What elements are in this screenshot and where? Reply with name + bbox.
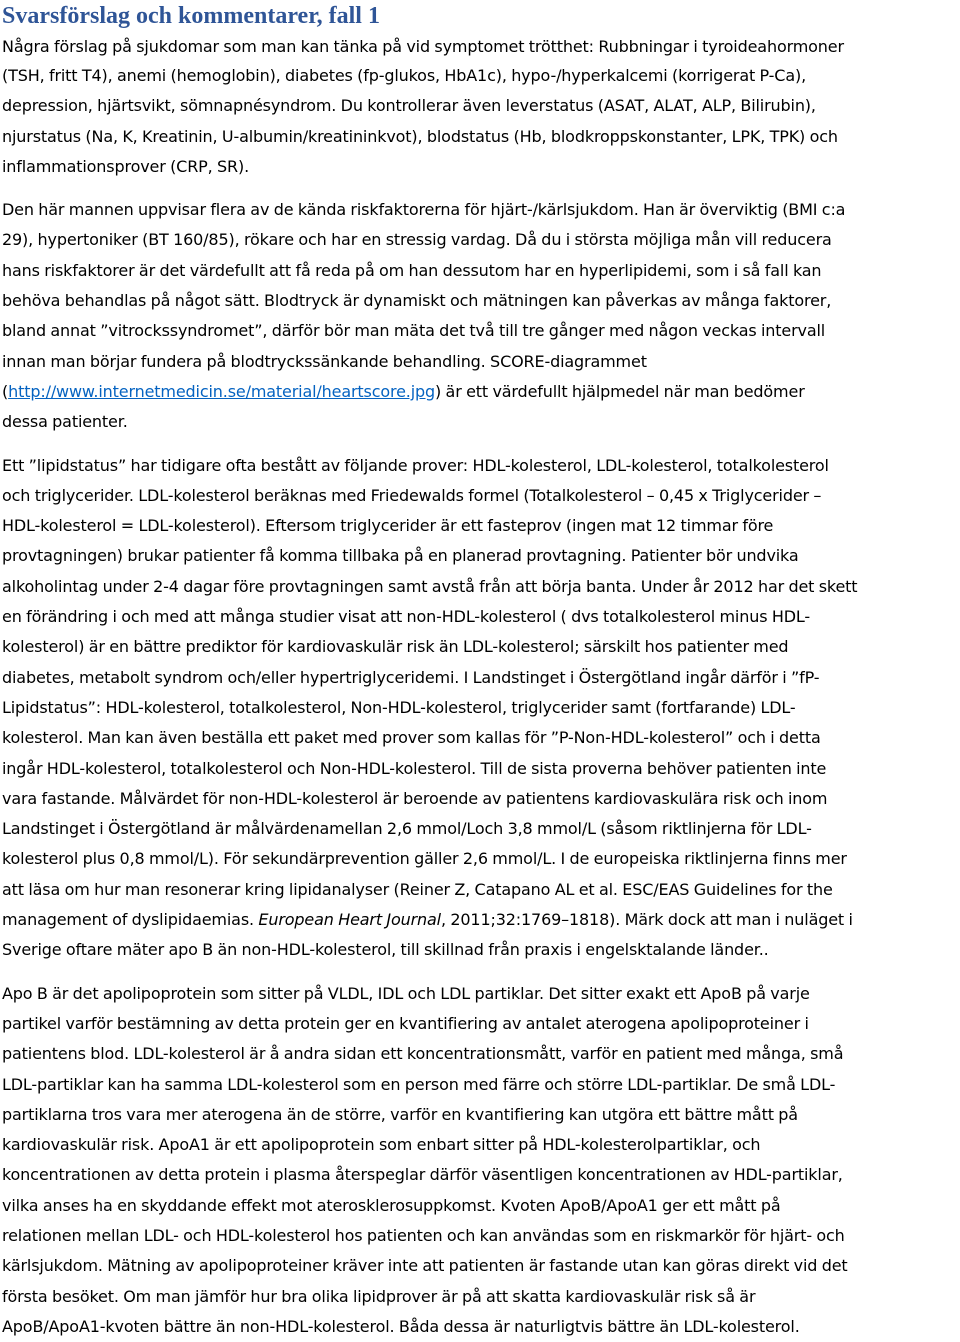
paragraph-line: hans riskfaktorer är det värdefullt att få reda på om han dessutom har en hyperlipidemi, som i så fall kan bbox=[2, 260, 822, 280]
paragraph-line: Landstinget i Östergötland är målvärdenamellan 2,6 mmol/Loch 3,8 mmol/L (såsom riktlinjerna för LDL- bbox=[2, 819, 812, 839]
paragraph-line: 29), hypertoniker (BT 160/85), rökare och har en stressig vardag. Då du i största möjliga mån vill reducera bbox=[2, 230, 832, 250]
document-page bbox=[2, 0, 957, 1342]
paragraph-apolipoproteins bbox=[2, 979, 957, 1342]
reference-trailing-text: , 2011;32:1769–1818). Märk dock att man i nuläget i bbox=[440, 910, 853, 930]
paragraph-line: relationen mellan LDL- och HDL-kolesterol hos patienten och kan användas som en riskmarkör för hjärt- och bbox=[2, 1225, 845, 1245]
paragraph-lipid-status bbox=[2, 451, 957, 966]
paragraph-line: LDL-partiklar kan ha samma LDL-kolesterol som en person med färre och större LDL-partiklar. De små LDL- bbox=[2, 1074, 836, 1094]
paragraph-line: depression, hjärtsvikt, sömnapnésyndrom. Du kontrollerar även leverstatus (ASAT, ALAT, ALP, Bilirubin), bbox=[2, 96, 816, 116]
heartscore-link[interactable]: http://www.internetmedicin.se/material/heartscore.jpg bbox=[8, 381, 436, 401]
paragraph-line: och triglycerider. LDL-kolesterol beräknas med Friedewalds formel (Totalkolesterol – 0,45 x Triglycerider – bbox=[2, 485, 822, 505]
paragraph-line: (TSH, fritt T4), anemi (hemoglobin), diabetes (fp-glukos, HbA1c), hypo-/hyperkalcemi (korrigerat P-Ca), bbox=[2, 66, 807, 85]
page-title: Svarsförslag och kommentarer, fall 1 bbox=[2, 3, 380, 29]
paragraph-line: koncentrationen av detta protein i plasma återspeglar därför väsentligen koncentrationen av HDL-partiklar, bbox=[2, 1165, 843, 1185]
paragraph-line: provtagningen) brukar patienter få komma tillbaka på en planerad provtagning. Patienter bör undvika bbox=[2, 546, 799, 566]
paragraph-line: kolesterol) är en bättre prediktor för kardiovaskulär risk än LDL-kolesterol; särskilt hos patienter med bbox=[2, 637, 789, 657]
paragraph-line: Den här mannen uppvisar flera av de kända riskfaktorerna för hjärt-/kärlsjukdom. Han är överviktig (BMI c:a bbox=[2, 200, 846, 220]
paragraph-line: en förändring i och med att många studier visat att non-HDL-kolesterol ( dvs totalkolesterol minus HDL- bbox=[2, 607, 810, 627]
paragraph-line: vilka anses ha en skyddande effekt mot aterosklerosuppkomst. Kvoten ApoB/ApoA1 ger ett mått på bbox=[2, 1195, 781, 1215]
paragraph-line: Några förslag på sjukdomar som man kan tänka på vid symptomet trötthet: Rubbningar i tyroideahormoner bbox=[2, 37, 844, 56]
paragraph-line: inflammationsprover (CRP, SR). bbox=[2, 156, 250, 176]
paragraph-line: diabetes, metabolt syndrom och/eller hypertriglyceridemi. I Landstinget i Östergötland ingår därför i ”fP- bbox=[2, 667, 820, 687]
paragraph-line: bland annat ”vitrockssyndromet”, därför bör man mäta det två till tre gånger med någon veckas intervall bbox=[2, 321, 826, 341]
link-open-paren: ( bbox=[2, 381, 9, 401]
paragraph-line: dessa patienter. bbox=[2, 412, 128, 432]
paragraph-line: Ett ”lipidstatus” har tidigare ofta bestått av följande prover: HDL-kolesterol, LDL-kolesterol, totalkolesterol bbox=[2, 455, 829, 475]
paragraph-line: Sverige oftare mäter apo B än non-HDL-kolesterol, till skillnad från praxis i engelsktalande länder.. bbox=[2, 940, 769, 960]
paragraph-line: partiklarna tros vara mer aterogena än de större, varför en kvantifiering kan utgöra ett bättre mått på bbox=[2, 1104, 798, 1124]
paragraph-line: kardiovaskulär risk. ApoA1 är ett apolipoprotein som enbart sitter på HDL-kolesterolpartiklar, och bbox=[2, 1135, 761, 1155]
paragraph-line: Lipidstatus”: HDL-kolesterol, totalkolesterol, Non-HDL-kolesterol, triglycerider samt (fortfarande) LDL- bbox=[2, 697, 796, 717]
paragraph-line: behöva behandlas på något sätt. Blodtryck är dynamiskt och mätningen kan påverkas av många faktorer, bbox=[2, 291, 832, 311]
paragraph-line: kolesterol. Man kan även beställa ett paket med prover som kallas för ”P-Non-HDL-kolesterol” och i detta bbox=[2, 728, 821, 748]
paragraph-line: innan man börjar fundera på blodtryckssänkande behandling. SCORE-diagrammet bbox=[2, 351, 647, 371]
paragraph-line: vara fastande. Målvärdet för non-HDL-kolesterol är beroende av patientens kardiovaskulära risk och inom bbox=[2, 788, 828, 808]
paragraph-line: första besöket. Om man jämför hur bra olika lipidprover är på att skatta kardiovaskulär risk så är bbox=[2, 1286, 756, 1306]
journal-name: European Heart Journal bbox=[258, 910, 441, 930]
paragraph-line: ingår HDL-kolesterol, totalkolesterol och Non-HDL-kolesterol. Till de sista proverna behöver patienten inte bbox=[2, 758, 827, 778]
paragraph-line: alkoholintag under 2-4 dagar före provtagningen samt avstå från att börja banta. Under år 2012 har det skett bbox=[2, 576, 858, 596]
paragraph-line: kolesterol plus 0,8 mmol/L). För sekundärprevention gäller 2,6 mmol/L. I de europeiska riktlinjerna finns mer bbox=[2, 849, 847, 869]
paragraph-line: njurstatus (Na, K, Kreatinin, U-albumin/kreatininkvot), blodstatus (Hb, blodkroppskonstanter, LPK, TPK) och bbox=[2, 126, 838, 146]
paragraph-line: patientens blod. LDL-kolesterol är å andra sidan ett koncentrationsmått, varför en patient med många, små bbox=[2, 1044, 844, 1064]
paragraph-line: Apo B är det apolipoprotein som sitter på VLDL, IDL och LDL partiklar. Det sitter exakt ett ApoB på varje bbox=[2, 983, 810, 1003]
paragraph-line-with-link bbox=[2, 377, 957, 407]
paragraph-line: HDL-kolesterol = LDL-kolesterol). Eftersom triglycerider är ett fasteprov (ingen mat 12 timmar före bbox=[2, 516, 774, 536]
paragraph-symptoms bbox=[2, 32, 957, 182]
paragraph-line: kärlsjukdom. Mätning av apolipoproteiner kräver inte att patienten är fastande utan kan göras direkt vid det bbox=[2, 1256, 848, 1276]
paragraph-line: ApoB/ApoA1-kvoten bättre än non-HDL-kolesterol. Båda dessa är naturligtvis bättre än LDL-kolesterol. bbox=[2, 1316, 800, 1336]
link-trailing-text: ) är ett värdefullt hjälpmedel när man bedömer bbox=[435, 381, 805, 401]
reference-text: management of dyslipidaemias. bbox=[2, 910, 259, 930]
paragraph-line-with-reference bbox=[2, 905, 957, 935]
paragraph-line: partikel varför bestämning av detta protein ger en kvantifiering av antalet aterogena apolipoproteiner i bbox=[2, 1013, 809, 1033]
paragraph-risk-factors bbox=[2, 195, 957, 437]
paragraph-line: att läsa om hur man resonerar kring lipidanalyser (Reiner Z, Catapano AL et al. ESC/EAS Guidelines for the bbox=[2, 879, 833, 899]
